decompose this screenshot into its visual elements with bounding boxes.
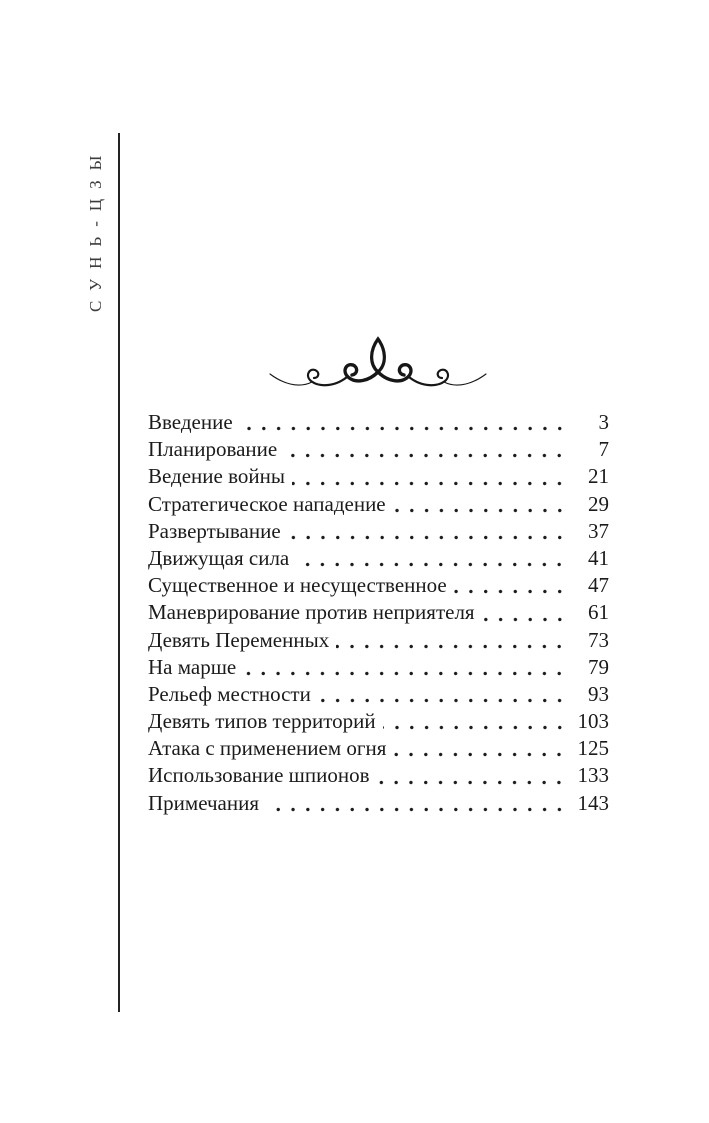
toc-entry-title: Атака с применением огня: [148, 736, 387, 761]
toc-entry[interactable]: [148, 762, 609, 789]
toc-entry-title: Движущая сила: [148, 545, 290, 570]
leader-dots: [296, 562, 572, 567]
toc-entry-title: Стратегическое нападение: [148, 491, 386, 516]
leader-dots: [336, 644, 572, 649]
toc-entry[interactable]: [148, 518, 609, 545]
toc-entry-page-number: 133: [577, 763, 609, 788]
toc-entry[interactable]: [148, 545, 609, 572]
toc-entry[interactable]: [148, 654, 609, 681]
toc-entry[interactable]: [148, 627, 609, 654]
toc-entry-page-number: 3: [598, 410, 609, 434]
toc-entry[interactable]: [148, 599, 609, 626]
spine-title: СУНЬ-ЦЗЫ: [86, 145, 105, 312]
toc-entry-page-number: 47: [588, 573, 609, 598]
leader-dots: [318, 698, 572, 703]
toc-entry[interactable]: [148, 409, 609, 436]
leader-dots: [393, 508, 572, 513]
toc-entry-page-number: 61: [588, 600, 609, 625]
toc-entry-title: Рельеф местности: [148, 681, 311, 706]
flourish-divider-icon: [268, 330, 488, 402]
toc-entry-page-number: 103: [577, 709, 609, 734]
leader-dots: [288, 535, 572, 540]
toc-entry[interactable]: [148, 572, 609, 599]
toc-entry-page-number: 125: [577, 736, 609, 761]
toc-entry-page-number: 79: [588, 654, 609, 679]
toc-entry[interactable]: [148, 790, 609, 817]
toc-entry-page-number: 41: [588, 545, 609, 570]
leader-dots: [284, 453, 572, 458]
spine-divider-rule: [118, 133, 120, 1012]
leader-dots: [376, 780, 572, 785]
toc-entry-title: Маневрирование против неприятеля: [148, 600, 475, 625]
leader-dots: [266, 807, 572, 812]
toc-entry-title: Ведение войны: [148, 464, 285, 489]
leader-dots: [393, 752, 572, 757]
toc-entry[interactable]: [148, 491, 609, 518]
leader-dots: [243, 671, 572, 676]
toc-entry[interactable]: [148, 708, 609, 735]
leader-dots: [292, 481, 572, 486]
toc-entry-page-number: 29: [588, 491, 609, 516]
toc-entry-title: На марше: [148, 654, 237, 679]
toc-entry-page-number: 143: [577, 790, 609, 815]
toc-entry[interactable]: [148, 436, 609, 463]
toc-entry-title: Развертывание: [148, 518, 281, 543]
leader-dots: [240, 426, 572, 431]
table-of-contents: [148, 409, 609, 817]
leader-dots: [383, 725, 572, 730]
toc-entry-page-number: 37: [588, 518, 609, 543]
toc-entry[interactable]: [148, 681, 609, 708]
toc-entry-title: Девять Переменных: [148, 627, 330, 652]
toc-entry-title: Планирование: [148, 437, 278, 462]
toc-entry-page-number: 7: [598, 437, 609, 462]
toc-entry-title: Существенное и несущественное: [148, 573, 447, 598]
toc-entry-title: Девять типов территорий: [148, 709, 376, 734]
toc-entry-page-number: 73: [588, 627, 609, 652]
toc-entry-title: Введение: [148, 410, 233, 434]
toc-entry-page-number: 21: [588, 464, 609, 489]
toc-entry-page-number: 93: [588, 681, 609, 706]
toc-entry-title: Примечания: [148, 790, 260, 815]
leader-dots: [454, 589, 572, 594]
toc-entry[interactable]: [148, 463, 609, 490]
toc-entry[interactable]: [148, 735, 609, 762]
toc-entry-title: Использование шпионов: [148, 763, 370, 788]
leader-dots: [482, 617, 572, 622]
